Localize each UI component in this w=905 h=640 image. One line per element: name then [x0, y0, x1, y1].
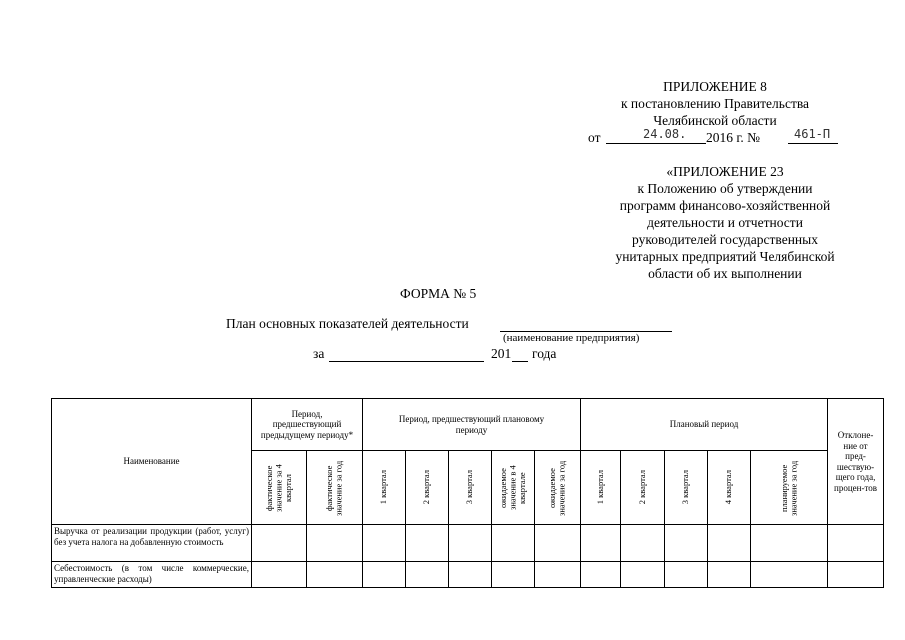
appendix23-line: программ финансово-хозяйственной	[619, 198, 831, 213]
row-label: Себестоимость (в том числе коммерческие, управленческие расходы)	[52, 562, 252, 588]
plan-col-label: 2 квартал	[636, 470, 647, 505]
period-line	[313, 346, 573, 364]
table-cell[interactable]	[581, 525, 621, 562]
before-plan-col-header	[492, 451, 535, 525]
prev-col-label: фактическое значение за год	[324, 459, 344, 516]
before-plan-col-label: 2 квартал	[421, 470, 432, 505]
table-cell[interactable]	[406, 562, 449, 588]
table-cell[interactable]	[621, 562, 665, 588]
table-cell[interactable]	[492, 525, 535, 562]
table-cell[interactable]	[708, 562, 751, 588]
appendix23-line: руководителей государственных	[632, 232, 818, 247]
table-row	[52, 562, 884, 588]
year-number-label: 2016 г. №	[706, 130, 761, 145]
plan-col-label: 1 квартал	[594, 470, 605, 505]
plan-col-label: планируемое значение за год	[778, 459, 799, 516]
table-cell[interactable]	[449, 525, 492, 562]
appendix23-line: унитарных предприятий Челябинской	[615, 249, 835, 264]
table-cell[interactable]	[252, 562, 307, 588]
table-cell[interactable]	[535, 562, 581, 588]
appendix23-line: области об их выполнении	[648, 266, 802, 281]
prev-col-header	[252, 451, 307, 525]
plan-col-header	[708, 451, 751, 525]
name-header: Наименование	[52, 399, 252, 525]
table-cell[interactable]	[665, 562, 708, 588]
table-cell[interactable]	[406, 525, 449, 562]
appendix-line1: к постановлению Правительства	[620, 96, 810, 111]
table-cell[interactable]	[665, 525, 708, 562]
before-plan-col-header	[535, 451, 581, 525]
before-plan-col-label: 3 квартал	[464, 470, 475, 505]
table-cell[interactable]	[828, 562, 884, 588]
table-cell[interactable]	[581, 562, 621, 588]
table-cell[interactable]	[307, 525, 363, 562]
for-label: за	[313, 346, 325, 361]
appendix-date-line	[588, 128, 848, 146]
group-prev-header: Период, предшествующий предыдущему периоду*	[252, 399, 363, 451]
table-cell[interactable]	[621, 525, 665, 562]
table-cell[interactable]	[535, 525, 581, 562]
before-plan-col-header	[406, 451, 449, 525]
appendix23-header	[575, 163, 875, 282]
year-prefix: 201	[491, 346, 512, 361]
table-cell[interactable]	[363, 525, 406, 562]
plan-col-header	[751, 451, 828, 525]
enterprise-caption: (наименование предприятия)	[503, 332, 640, 344]
table-cell[interactable]	[449, 562, 492, 588]
plan-col-label: 3 квартал	[680, 470, 691, 505]
table-cell[interactable]	[492, 562, 535, 588]
form-title: ФОРМА № 5	[400, 286, 477, 301]
appendix23-line: деятельности и отчетности	[647, 215, 803, 230]
plan-col-header	[665, 451, 708, 525]
before-plan-col-label: 1 квартал	[378, 470, 389, 505]
appendix-line2: Челябинской области	[653, 113, 777, 128]
table-cell[interactable]	[708, 525, 751, 562]
group-before-plan-header: Период, предшествующий плановому периоду	[363, 399, 581, 451]
appendix23-title: «ПРИЛОЖЕНИЕ 23	[666, 164, 784, 179]
plan-table	[51, 398, 884, 588]
plan-col-header	[621, 451, 665, 525]
year-suffix: года	[532, 346, 557, 361]
table-cell[interactable]	[828, 525, 884, 562]
before-plan-col-label: ожидаемое значение в 4 квартале	[497, 465, 527, 510]
table-row	[52, 525, 884, 562]
table-cell[interactable]	[252, 525, 307, 562]
plan-col-header	[581, 451, 621, 525]
prev-col-header	[307, 451, 363, 525]
number-value: 461-П	[794, 127, 831, 141]
enterprise-field	[500, 316, 672, 332]
before-plan-col-label: ожидаемое значение за год	[547, 459, 567, 516]
before-plan-col-header	[363, 451, 406, 525]
group-plan-header: Плановый период	[581, 399, 828, 451]
period-field	[329, 346, 484, 362]
table-cell[interactable]	[751, 525, 828, 562]
table-cell[interactable]	[307, 562, 363, 588]
deviation-header: Отклоне-ние от пред-шествую-щего года, процен-тов	[828, 399, 884, 525]
year-field	[512, 346, 528, 362]
before-plan-col-header	[449, 451, 492, 525]
prev-col-label: фактическое значение за 4 квартал	[263, 463, 293, 512]
table-cell[interactable]	[751, 562, 828, 588]
date-value: 24.08.	[643, 127, 687, 141]
plan-col-label: 4 квартал	[723, 470, 734, 505]
appendix23-line: к Положению об утверждении	[637, 181, 813, 196]
appendix-header	[585, 78, 845, 129]
plan-label: План основных показателей деятельности	[226, 316, 469, 331]
table-cell[interactable]	[363, 562, 406, 588]
row-label: Выручка от реализации продукции (работ, услуг) без учета налога на добавленную стоимость	[52, 525, 252, 562]
appendix-title: ПРИЛОЖЕНИЕ 8	[663, 79, 767, 94]
from-label: от	[588, 130, 601, 145]
